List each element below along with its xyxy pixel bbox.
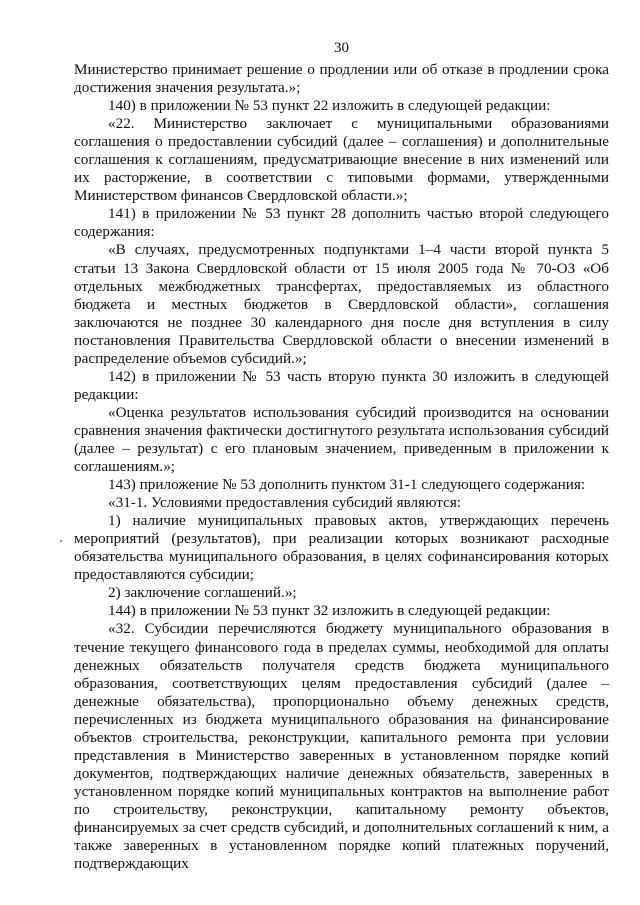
paragraph-item-143: 143) приложение № 53 дополнить пунктом 31-1 следующего содержания:: [108, 476, 586, 494]
paragraph-item-140: 140) в приложении № 53 пункт 22 изложить в следующей редакции:: [108, 97, 551, 115]
paragraph-condition-2: 2) заключение соглашений.»;: [108, 584, 297, 602]
paragraph-item-144: 144) в приложении № 53 пункт 32 изложить в следующей редакции:: [108, 602, 551, 620]
paragraph-quote-22: «22. Министерство заключает с муниципальными образованиями соглашения о предоставлении субсидий (далее – соглашения) и дополнительные соглашения к соглашениям, предусматривающие внесение в них изменений или их расторжение, в соответствии с типовыми формами, утвержденными Министерством финансов Свердловской области.»;: [74, 115, 609, 205]
paragraph-quote-141: «В случаях, предусмотренных подпунктами 1–4 части второй пункта 5 статьи 13 Закона Свердловской области от 15 июля 2005 года № 70-ОЗ «Об отдельных межбюджетных трансфертах, предоставляемых из областного бюджета и местных бюджетов в Свердловской области», соглашения заключаются не позднее 30 календарного дня после дня вступления в силу постановления Правительства Свердловской области о внесении изменений в распределение объемов субсидий.»;: [74, 241, 609, 367]
paragraph-quote-32: «32. Субсидии перечисляются бюджету муниципального образования в течение текущего финансового года в пределах суммы, необходимой для оплаты денежных обязательств получателя средств бюджета муниципального образования, соответствующих целям предоставления субсидий (далее – денежные обязательства), пропорционально объему денежных средств, перечисленных из бюджета муниципального образования на финансирование объектов строительства, реконструкции, капитального ремонта при условии представления в Министерство заверенных в установленном порядке копий документов, подтверждающих наличие денежных обязательств, заверенных в установленном порядке копий муниципальных контрактов на выполнение работ по строительству, реконструкции, капитальному ремонту объектов, финансируемых за счет средств субсидий, и дополнительных соглашений к ним, а также заверенных в установленном порядке копий платежных поручений, подтверждающих: [74, 620, 609, 873]
page-number: 30: [334, 40, 349, 56]
paragraph-item-141: 141) в приложении № 53 пункт 28 дополнить частью второй следующего содержания:: [74, 205, 609, 241]
paragraph-continuation: Министерство принимает решение о продлении или об отказе в продлении срока достижения значения результата.»;: [74, 61, 609, 97]
margin-mark: [60, 540, 62, 542]
paragraph-item-142: 142) в приложении № 53 часть вторую пункта 30 изложить в следующей редакции:: [74, 367, 609, 403]
paragraph-quote-31-1: «31-1. Условиями предоставления субсидий являются:: [108, 494, 462, 512]
paragraph-quote-142: «Оценка результатов использования субсидий производится на основании сравнения значения фактически достигнутого результата использования субсидий (далее – результат) с его плановым значением, приведенным в приложении к соглашениям.»;: [74, 403, 609, 476]
paragraph-condition-1: 1) наличие муниципальных правовых актов, утверждающих перечень мероприятий (результатов), при реализации которых возникают расходные обязательства муниципального образования, в целях софинансирования которых предоставляются субсидии;: [74, 512, 609, 584]
